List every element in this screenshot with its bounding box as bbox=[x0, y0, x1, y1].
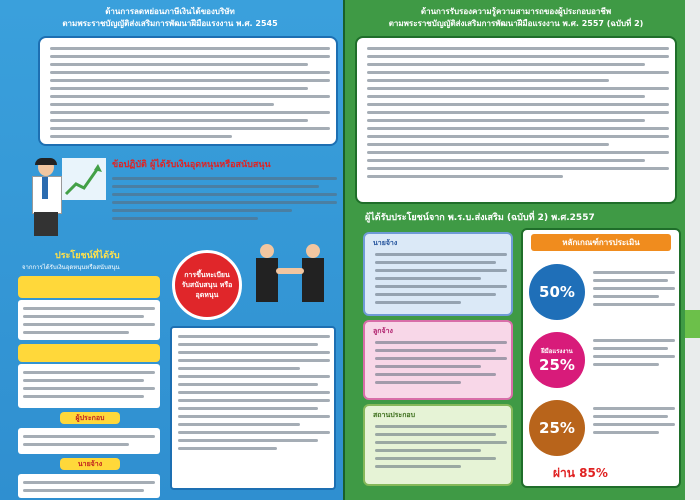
practice-title: ข้อปฏิบัติ ผู้ได้รับเงินอุดหนุนหรือสนับสนุน bbox=[112, 160, 271, 170]
left-title bbox=[40, 6, 300, 30]
next-page-tab bbox=[685, 310, 700, 338]
registration-badge-text: การขึ้นทะเบียน รับสนับสนุน หรือ อุดหนุน bbox=[181, 271, 233, 299]
benefit-list-2 bbox=[18, 364, 160, 408]
right-intro-box bbox=[355, 36, 677, 204]
criteria-circle-magenta-label: ฝีมือแรงงาน bbox=[541, 348, 573, 355]
pass-criteria: ผ่าน 85% bbox=[553, 466, 608, 480]
criteria-box bbox=[521, 228, 681, 488]
right-title-line1: ด้านการรับรองความรู้ความสามารถของผู้ประกอบอาชีพ bbox=[420, 7, 612, 16]
employer-panel-label: นายจ้าง bbox=[373, 239, 398, 247]
criteria-circle-blue bbox=[529, 264, 585, 320]
criteria-circle-blue-value: 50% bbox=[539, 283, 575, 301]
benefit-subtitle: จากการได้รับเงินอุดหนุนหรือสนับสนุน bbox=[22, 264, 120, 271]
criteria-circle-brown bbox=[529, 400, 585, 456]
yellow-label-1: ผู้ประกอบ bbox=[60, 412, 120, 424]
establishment-panel-label: สถานประกอบ bbox=[373, 411, 416, 419]
employee-panel-label: ลูกจ้าง bbox=[373, 327, 393, 335]
benefit-card-1 bbox=[18, 276, 160, 298]
intro-box bbox=[38, 36, 338, 146]
intro-text bbox=[50, 42, 330, 143]
criteria-circle-magenta bbox=[529, 332, 585, 388]
left-page bbox=[0, 0, 343, 500]
left-title-line1: ด้านการลดหย่อนภาษีเงินได้ของบริษัท bbox=[105, 7, 235, 16]
criteria-circle-magenta-value: 25% bbox=[539, 356, 575, 374]
right-title bbox=[357, 6, 675, 30]
handshake-illustration bbox=[250, 238, 336, 324]
criteria-title: หลักเกณฑ์การประเมิน bbox=[531, 234, 671, 251]
next-page-edge bbox=[685, 0, 700, 500]
practice-text bbox=[112, 172, 337, 225]
yellow-label-2: นายจ้าง bbox=[60, 458, 120, 470]
businessman-figure bbox=[28, 158, 64, 236]
employee-panel bbox=[363, 320, 513, 400]
right-page bbox=[345, 0, 685, 500]
growth-chart-icon bbox=[62, 158, 106, 200]
benefit-title: ประโยชน์ที่ได้รับ bbox=[55, 251, 120, 261]
right-title-line2: ตามพระราชบัญญัติส่งเสริมการพัฒนาฝีมือแรงงาน พ.ศ. 2557 (ฉบับที่ 2) bbox=[388, 19, 644, 28]
left-title-line2: ตามพระราชบัญญัติส่งเสริมการพัฒนาฝีมือแรงงาน พ.ศ. 2545 bbox=[62, 19, 278, 28]
benefit-list-4 bbox=[18, 474, 160, 498]
right-section-title: ผู้ได้รับประโยชน์จาก พ.ร.บ.ส่งเสริม (ฉบับที่ 2) พ.ศ.2557 bbox=[365, 213, 595, 223]
benefit-list-3 bbox=[18, 428, 160, 454]
registration-badge bbox=[172, 250, 242, 320]
criteria-circle-brown-value: 25% bbox=[539, 419, 575, 437]
benefit-list-1 bbox=[18, 300, 160, 340]
establishment-panel bbox=[363, 404, 513, 486]
details-box bbox=[170, 326, 336, 490]
benefit-card-2 bbox=[18, 344, 160, 362]
employer-panel bbox=[363, 232, 513, 316]
